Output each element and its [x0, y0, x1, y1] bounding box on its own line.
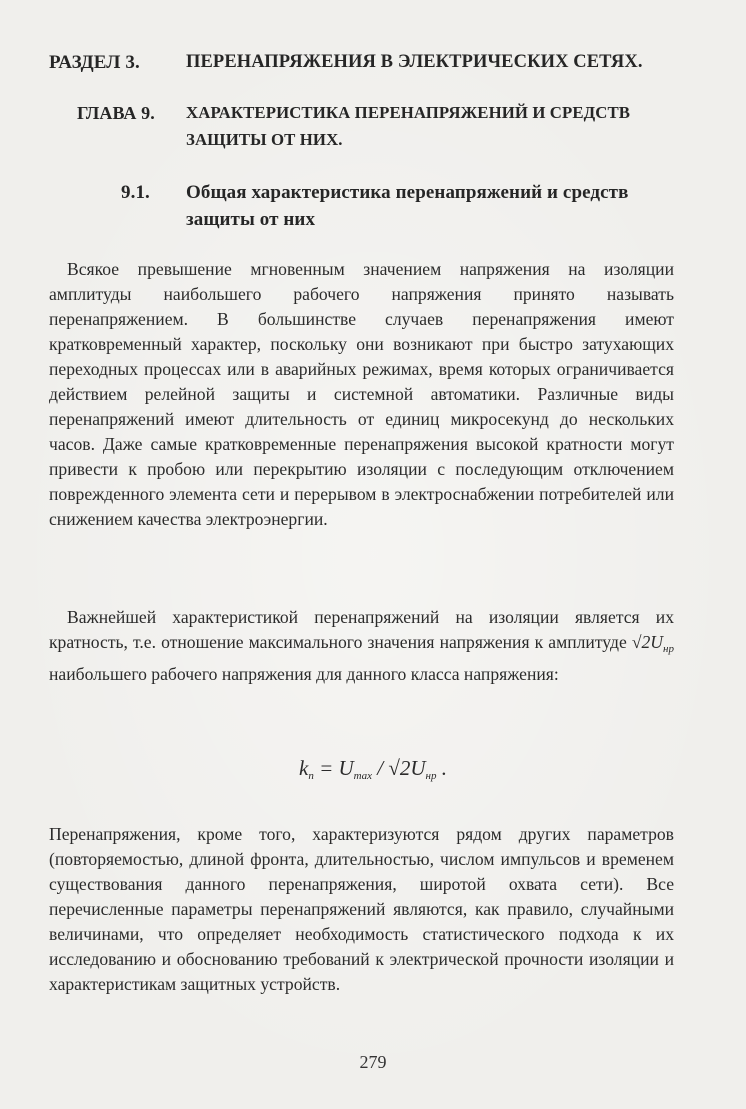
subsection-number: 9.1. — [121, 182, 150, 203]
subsection-title-line-2: защиты от них — [186, 209, 316, 230]
paragraph-3: Перенапряжения, кроме того, характеризуются рядом других параметров (повторяемостью, длиной фронта, длительностью, числом импульсов и временем существования данного перенапряжения, широтой охвата сети). Все перечисленные параметры перенапряжений являются, как правило, случайными величинами, что определяет необходимость статистического подхода к их исследованию и обоснованию требований к электрической прочности изоляции и характеристикам защитных устройств. — [49, 824, 674, 994]
formula-eq-u: = U — [313, 756, 354, 780]
paragraph-2-text-before: Важнейшей характеристикой перенапряжений на изоляции является их кратность, т.е. отношение максимального значения напряжения к амплитуде — [49, 607, 674, 652]
chapter-number: ГЛАВА 9. — [77, 103, 155, 123]
section-number: РАЗДЕЛ 3. — [49, 52, 140, 73]
page-number: 279 — [359, 1052, 387, 1072]
formula-end: . — [436, 756, 447, 780]
inline-formula — [631, 632, 674, 655]
formula-nr-subscript: нр — [425, 770, 437, 782]
subsection-title-line-1: Общая характеристика перенапряжений и средств — [186, 182, 629, 203]
chapter-title-line-2: ЗАЩИТЫ ОТ НИХ. — [186, 130, 343, 149]
chapter-title-line-1: ХАРАКТЕРИСТИКА ПЕРЕНАПРЯЖЕНИЙ И СРЕДСТВ — [186, 103, 631, 122]
inline-formula-body: √2U — [631, 632, 664, 652]
section-title: ПЕРЕНАПРЯЖЕНИЯ В ЭЛЕКТРИЧЕСКИХ СЕТЯХ. — [186, 52, 643, 72]
formula-k-subscript: п — [308, 770, 314, 782]
formula-div: / √2U — [372, 756, 426, 780]
inline-formula-subscript: нр — [663, 643, 674, 655]
formula-max-subscript: max — [353, 770, 372, 782]
paragraph-2 — [49, 605, 674, 687]
paragraph-1: Всякое превышение мгновенным значением напряжения на изоляции амплитуды наибольшего рабочего напряжения принято называть перенапряжением. В большинстве случаев перенапряжения имеют кратковременный характер, поскольку они возникают при быстро затухающих переходных процессах или в аварийных режимах, время которых ограничивается действием релейной защиты и системной автоматики. Различные виды перенапряжений имеют длительность от единиц микросекунд до нескольких часов. Даже самые кратковременные перенапряжения высокой кратности могут привести к пробою или перекрытию изоляции с последующим отключением поврежденного элемента сети и перерывом в электроснабжении потребителей или снижением качества электроэнергии. — [49, 259, 674, 529]
formula-k: k — [299, 756, 309, 780]
display-formula — [0, 756, 746, 782]
paragraph-2-text-after: наибольшего рабочего напряжения для данного класса напряжения: — [49, 664, 559, 684]
